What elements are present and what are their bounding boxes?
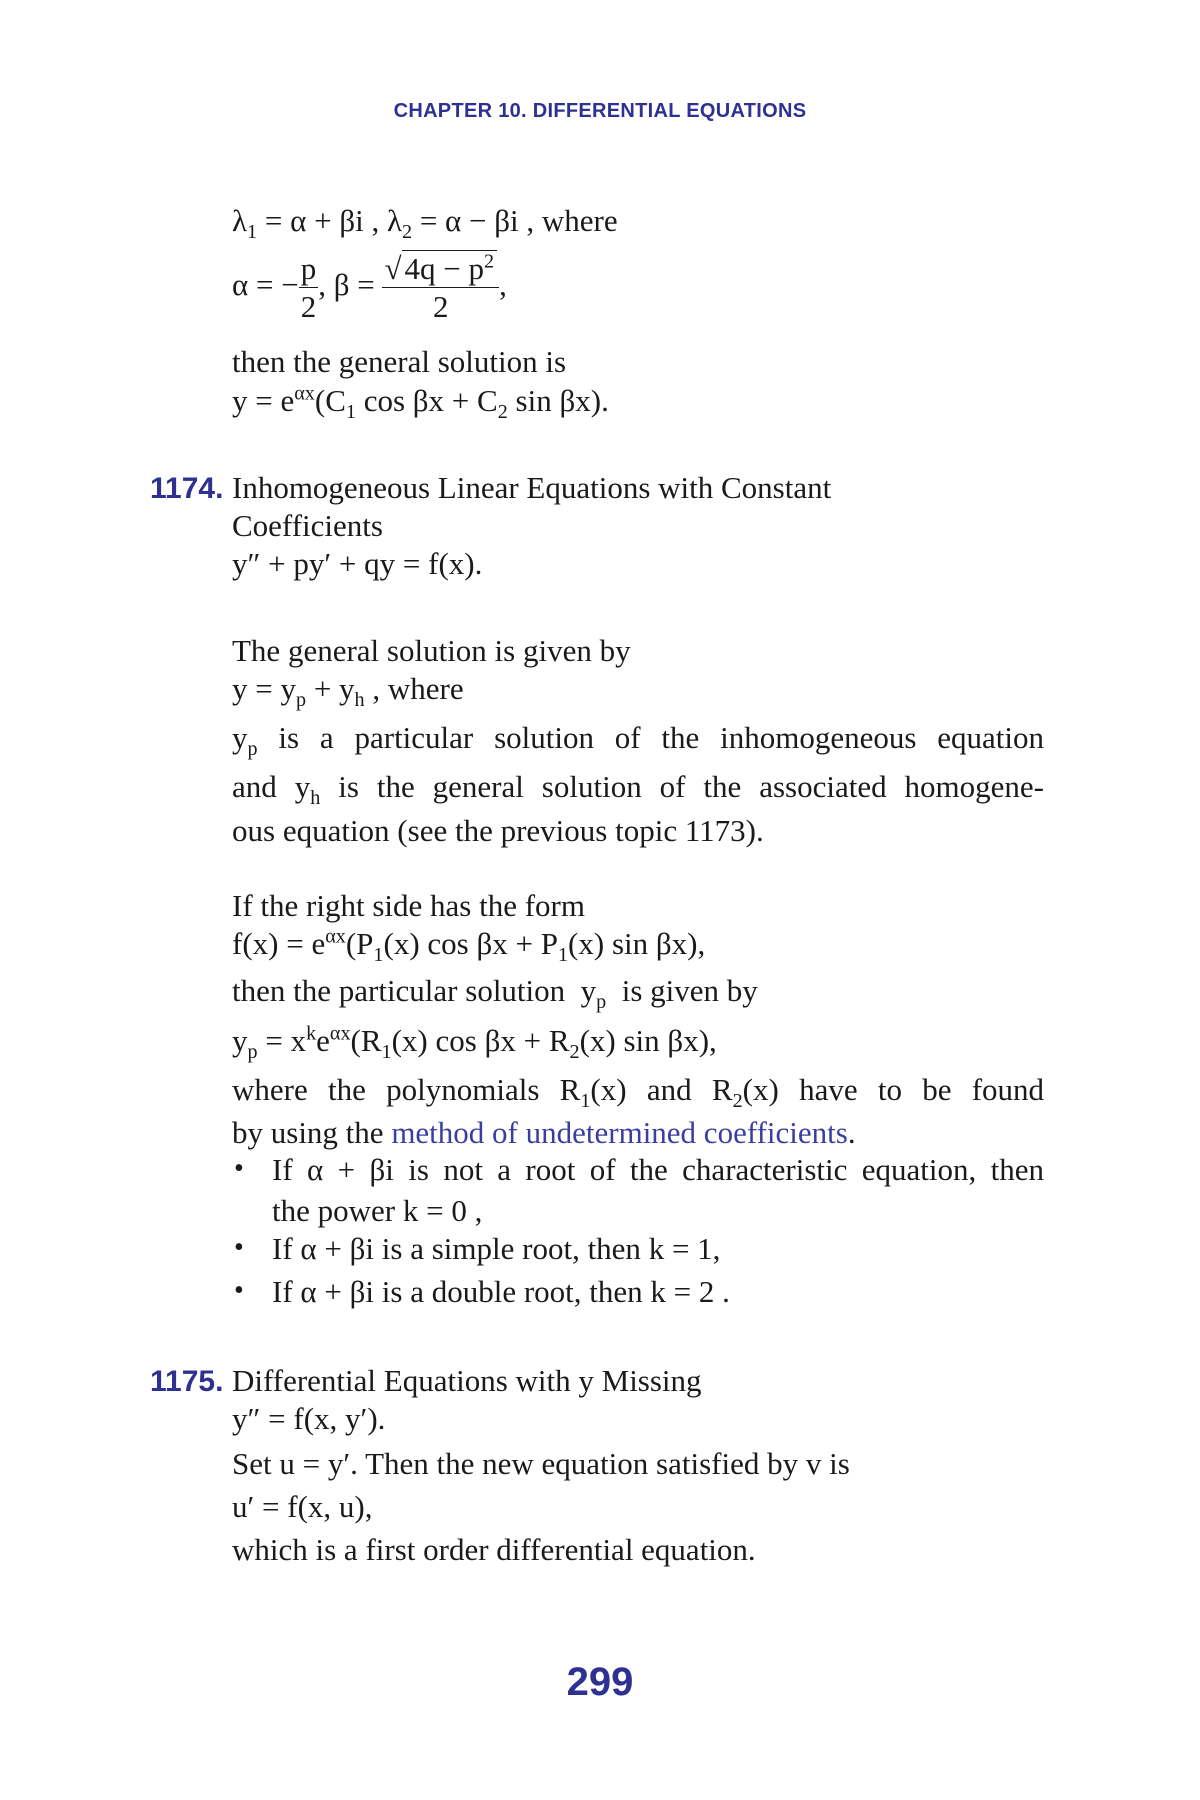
chapter-header: CHAPTER 10. DIFFERENTIAL EQUATIONS: [393, 100, 807, 122]
rhs-form-formula: $f(x) = e^{\alpha x}(P_1(x)$ $\cos \beta x + P_1(x)$ sin βx),: [232, 925, 706, 967]
general-solution-formula: $y = e^{\alpha x}(C_1$ $\cos \beta x + C_2$ sin βx).: [232, 382, 609, 424]
particular-intro: then the particular solution $y_p$ is given by: [232, 973, 758, 1014]
roots-line: $\lambda_1 = \alpha + \beta i$ , $\lambda_2 = \alpha - \beta i$ , where: [232, 203, 618, 244]
section-number-1175: 1175.: [150, 1365, 224, 1398]
yp-description: $y_p$ is a particular solution of the inhomogeneous equation: [232, 720, 1044, 761]
equation-1175: y″ = f(x, y′).: [232, 1401, 386, 1436]
roots-where: where: [541, 203, 618, 238]
section-title-1174-cont: Coefficients: [232, 508, 383, 543]
section-title-1174: Inhomogeneous Linear Equations with Constant: [232, 470, 832, 505]
bullet-item-3: If α + βi is a double root, then k = 2 .: [272, 1274, 730, 1309]
substitution-line: Set u = y′. Then the new equation satisfied by v is: [232, 1446, 850, 1481]
bullet-dot-3: •: [234, 1275, 244, 1306]
y-sum-line: $y = y_p + y_h$ , where: [232, 671, 464, 712]
closing-line: which is a first order differential equation.: [232, 1532, 756, 1567]
general-solution-given: The general solution is given by: [232, 633, 631, 668]
bullet-dot-2: •: [234, 1232, 244, 1263]
bullet-item-2: If α + βi is a simple root, then k = 1,: [272, 1231, 721, 1266]
section-title-1175: Differential Equations with y Missing: [232, 1363, 702, 1398]
bullet-item-1-cont: the power k = 0 ,: [272, 1193, 483, 1228]
particular-formula: $y_p = x^ke^{\alpha x}(R_1(x)$ $\cos \beta x + R_2(x)$ sin βx),: [232, 1022, 717, 1064]
polynomials-line: where the polynomials $R_1(x)$ and $R_2(x)$ have to be found: [232, 1072, 1045, 1113]
alpha-beta-line: α = − $\frac{p}{2}$ , β = $\frac{√4q - p^2}{2}$ ,: [232, 250, 507, 325]
page-number: 299: [566, 1660, 634, 1704]
rhs-form-intro: If the right side has the form: [232, 888, 585, 923]
yh-description-cont: ous equation (see the previous topic 1173).: [232, 813, 764, 848]
method-line: by using the method of undetermined coefficients.: [232, 1115, 856, 1150]
bullet-dot-1: •: [234, 1153, 244, 1184]
bullet-item-1: If α + βi is not a root of the characteristic equation, then: [272, 1152, 1044, 1187]
y-sum-where: where: [387, 671, 464, 706]
equation-1174: y″ + py′ + qy = f(x).: [232, 546, 483, 581]
new-equation: u′ = f(x, u),: [232, 1489, 373, 1524]
method-link[interactable]: method of undetermined coefficients: [391, 1115, 848, 1150]
general-solution-intro: then the general solution is: [232, 344, 567, 379]
yh-description: and $y_h$ is the general solution of the associated homogene-: [232, 769, 1044, 810]
section-number-1174: 1174.: [150, 472, 224, 505]
